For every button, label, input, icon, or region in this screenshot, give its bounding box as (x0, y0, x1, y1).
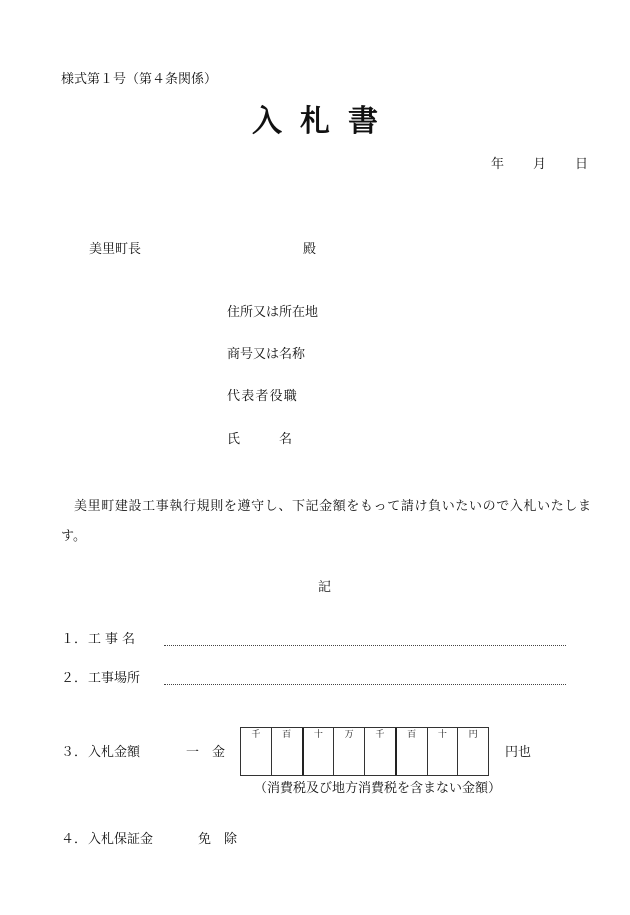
date-day: 日 (575, 157, 589, 172)
amount-cell-ten-thousand[interactable] (334, 728, 365, 775)
item-number: ４． (61, 832, 88, 847)
amount-cell-million[interactable] (272, 728, 304, 775)
amount-cell-thousand[interactable] (365, 728, 397, 775)
unit-label: 万 (344, 730, 354, 740)
amount-cell-ten[interactable] (428, 728, 459, 775)
amount-grid[interactable] (240, 727, 489, 776)
representative-title-label: 代表者役職 (227, 389, 299, 404)
unit-label: 百 (282, 730, 292, 740)
amount-cell-ten-million[interactable] (241, 728, 272, 775)
bid-statement: 美里町建設工事執行規則を遵守し、下記金額をもって請け負いたいので入札いたします。 (61, 499, 591, 544)
ki-heading: 記 (318, 580, 332, 595)
date-year: 年 (491, 157, 505, 172)
amount-cell-yen[interactable] (458, 728, 488, 775)
amount-cell-hundred-thousand[interactable] (304, 728, 335, 775)
item-label: 入札保証金 (88, 832, 154, 847)
person-name-label: 氏 名 (227, 432, 293, 447)
item-label: 工事場所 (88, 671, 141, 686)
tax-exclusion-note: （消費税及び地方消費税を含まない金額） (254, 781, 502, 796)
item-number: １． (61, 632, 88, 647)
item-number: ２． (61, 671, 88, 686)
unit-label: 十 (313, 730, 323, 740)
form-number: 様式第１号（第４条関係） (61, 72, 218, 87)
deposit-value: 免 除 (198, 832, 238, 847)
project-name-dotted-line (164, 645, 566, 646)
unit-label: 千 (375, 730, 385, 740)
item-number: ３． (61, 745, 88, 760)
address-label: 住所又は所在地 (227, 305, 319, 320)
page-title: 入札書 (252, 104, 396, 139)
amount-prefix: 一 金 (186, 745, 226, 760)
item-label: 工事名 (88, 632, 140, 647)
addressee-name: 美里町長 (89, 242, 142, 257)
unit-label: 十 (437, 730, 447, 740)
item-label: 入札金額 (88, 745, 141, 760)
unit-label: 円 (468, 730, 478, 740)
unit-label: 百 (407, 730, 417, 740)
date-month: 月 (533, 157, 547, 172)
amount-cell-hundred[interactable] (397, 728, 428, 775)
amount-suffix: 円也 (505, 745, 532, 760)
addressee-honorific: 殿 (303, 242, 317, 257)
unit-label: 千 (251, 730, 261, 740)
project-location-dotted-line (164, 684, 566, 685)
company-name-label: 商号又は名称 (227, 347, 306, 362)
